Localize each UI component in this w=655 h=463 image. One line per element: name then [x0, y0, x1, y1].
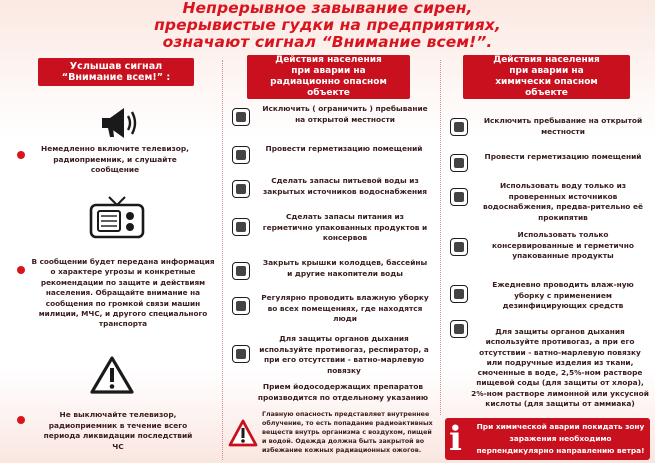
- gas-mask-icon: [450, 320, 468, 338]
- col3-item-1: Исключить пребывание на открытой местности: [483, 116, 643, 136]
- col1-item-1: Немедленно включите телевизор, радиоприемник, и слушайте сообщение: [41, 144, 189, 174]
- col3-header-line-1: Действия населения: [493, 55, 600, 65]
- col2-header-line-1: Действия населения: [275, 55, 382, 65]
- gas-mask-icon: [232, 345, 250, 363]
- well-lock-icon: [232, 262, 250, 280]
- col3-item-2: Провести герметизацию помещений: [484, 152, 642, 161]
- col3-item-5: Ежедневно проводить влаж-ную уборку с применением дезинфицирующих средств: [492, 280, 634, 310]
- cans-icon: [450, 238, 468, 256]
- col2-note: Главную опасность представляет внутреннее облучение, то есть попадание радиоактивных веществ внутрь организма с воздухом, пищей и водой. Одежда должна быть закрытой во избежание кожных радиационных ожогов.: [262, 411, 433, 454]
- col3-header-line-2: при аварии на: [509, 66, 584, 76]
- bullet-dot: [17, 151, 25, 159]
- title-line-3: означают сигнал “Внимание всем!”.: [162, 33, 493, 51]
- col1-header: [38, 58, 194, 86]
- bullet-dot: [17, 266, 25, 274]
- col2-item-7: Для защиты органов дыхания используйте противогаз, респиратор, а при его отсутствии - ватно-марлевую повязку: [259, 334, 429, 375]
- col3-item-4: Использовать только консервированные и герметично упакованные продукты: [492, 230, 634, 260]
- col1-header-line-1: Услышав сигнал: [69, 61, 163, 72]
- col2-item-4: Сделать запасы питания из герметично упакованных продуктов и консервов: [262, 212, 428, 242]
- info-icon: i: [449, 419, 462, 459]
- col3-header-line-3: химически опасном: [495, 77, 598, 87]
- col2-item-5: Закрыть крышки колодцев, бассейны и другие накопители воды: [262, 258, 428, 278]
- col2-header-line-2: при аварии на: [291, 66, 366, 76]
- column-divider-1: [222, 60, 223, 460]
- bucket-icon: [450, 285, 468, 303]
- col2-header-line-4: объекте: [307, 88, 350, 98]
- col2-item-8: Прием йодосодержащих препаратов производится по отдельному указанию: [257, 382, 429, 402]
- house-icon: [232, 146, 250, 164]
- col3-header-line-4: объекте: [525, 88, 568, 98]
- col2-item-1: Исключить ( ограничить ) пребывание на открытой местности: [262, 104, 428, 124]
- bucket-icon: [232, 297, 250, 315]
- col1-item-3: Не выключайте телевизор, радиоприемник в течение всего периода ликвидации последствий ЧС: [43, 410, 193, 451]
- no-walking-icon: [450, 118, 468, 136]
- col2-item-2: Провести герметизацию помещений: [265, 144, 423, 153]
- title-line-1: Непрерывное завывание сирен,: [182, 0, 473, 17]
- kettle-icon: [450, 188, 468, 206]
- radio-icon: [89, 196, 145, 240]
- col2-header-line-3: радиационно опасном: [270, 77, 387, 87]
- col1-header-line-2: “Внимание всем!” :: [61, 72, 171, 83]
- chemical-alert-text: При химической аварии покидать зону заражения необходимо перпендикулярно направлению ветра!: [476, 422, 645, 455]
- chemical-alert-box: [445, 418, 650, 460]
- warning-triangle-icon: [89, 355, 135, 395]
- no-walking-icon: [232, 108, 250, 126]
- cans-icon: [232, 218, 250, 236]
- title-line-2: прерывистые гудки на предприятиях,: [154, 16, 501, 34]
- house-icon: [450, 154, 468, 172]
- bottles-icon: [232, 180, 250, 198]
- col2-item-3: Сделать запасы питьевой воды из закрытых источников водоснабжения: [262, 176, 428, 196]
- col1-item-2: В сообщении будет передана информация о характере угрозы и конкретные рекомендации по защите и действиям населения. Обращайте внимание на сообщения по громкой связи машин милиции, МЧС, и другого специального транспорта: [31, 257, 215, 329]
- col3-item-6: Для защиты органов дыхания используйте противогаз, а при его отсутствии - ватно-марлевую повязку или подручные изделия из ткани, смоченные в воде, 2,5%-ном растворе пищевой соды (для защиты от хлора), 2%-ном растворе лимонной или уксусной кислоты (для защиты от аммиака): [471, 327, 649, 409]
- col2-item-6: Регулярно проводить влажную уборку во всех помещениях, где находятся люди: [261, 293, 429, 323]
- poster-title: [6, 0, 649, 51]
- col3-header: [463, 55, 630, 99]
- column-divider-2: [440, 60, 441, 415]
- col2-header: [247, 55, 410, 99]
- bullet-dot: [17, 416, 25, 424]
- loudspeaker-icon: [98, 104, 140, 142]
- col3-item-3: Использовать воду только из проверенных источников водоснабжения, предва-рительно её прокипятив: [483, 181, 643, 222]
- warning-triangle-icon: [228, 419, 258, 447]
